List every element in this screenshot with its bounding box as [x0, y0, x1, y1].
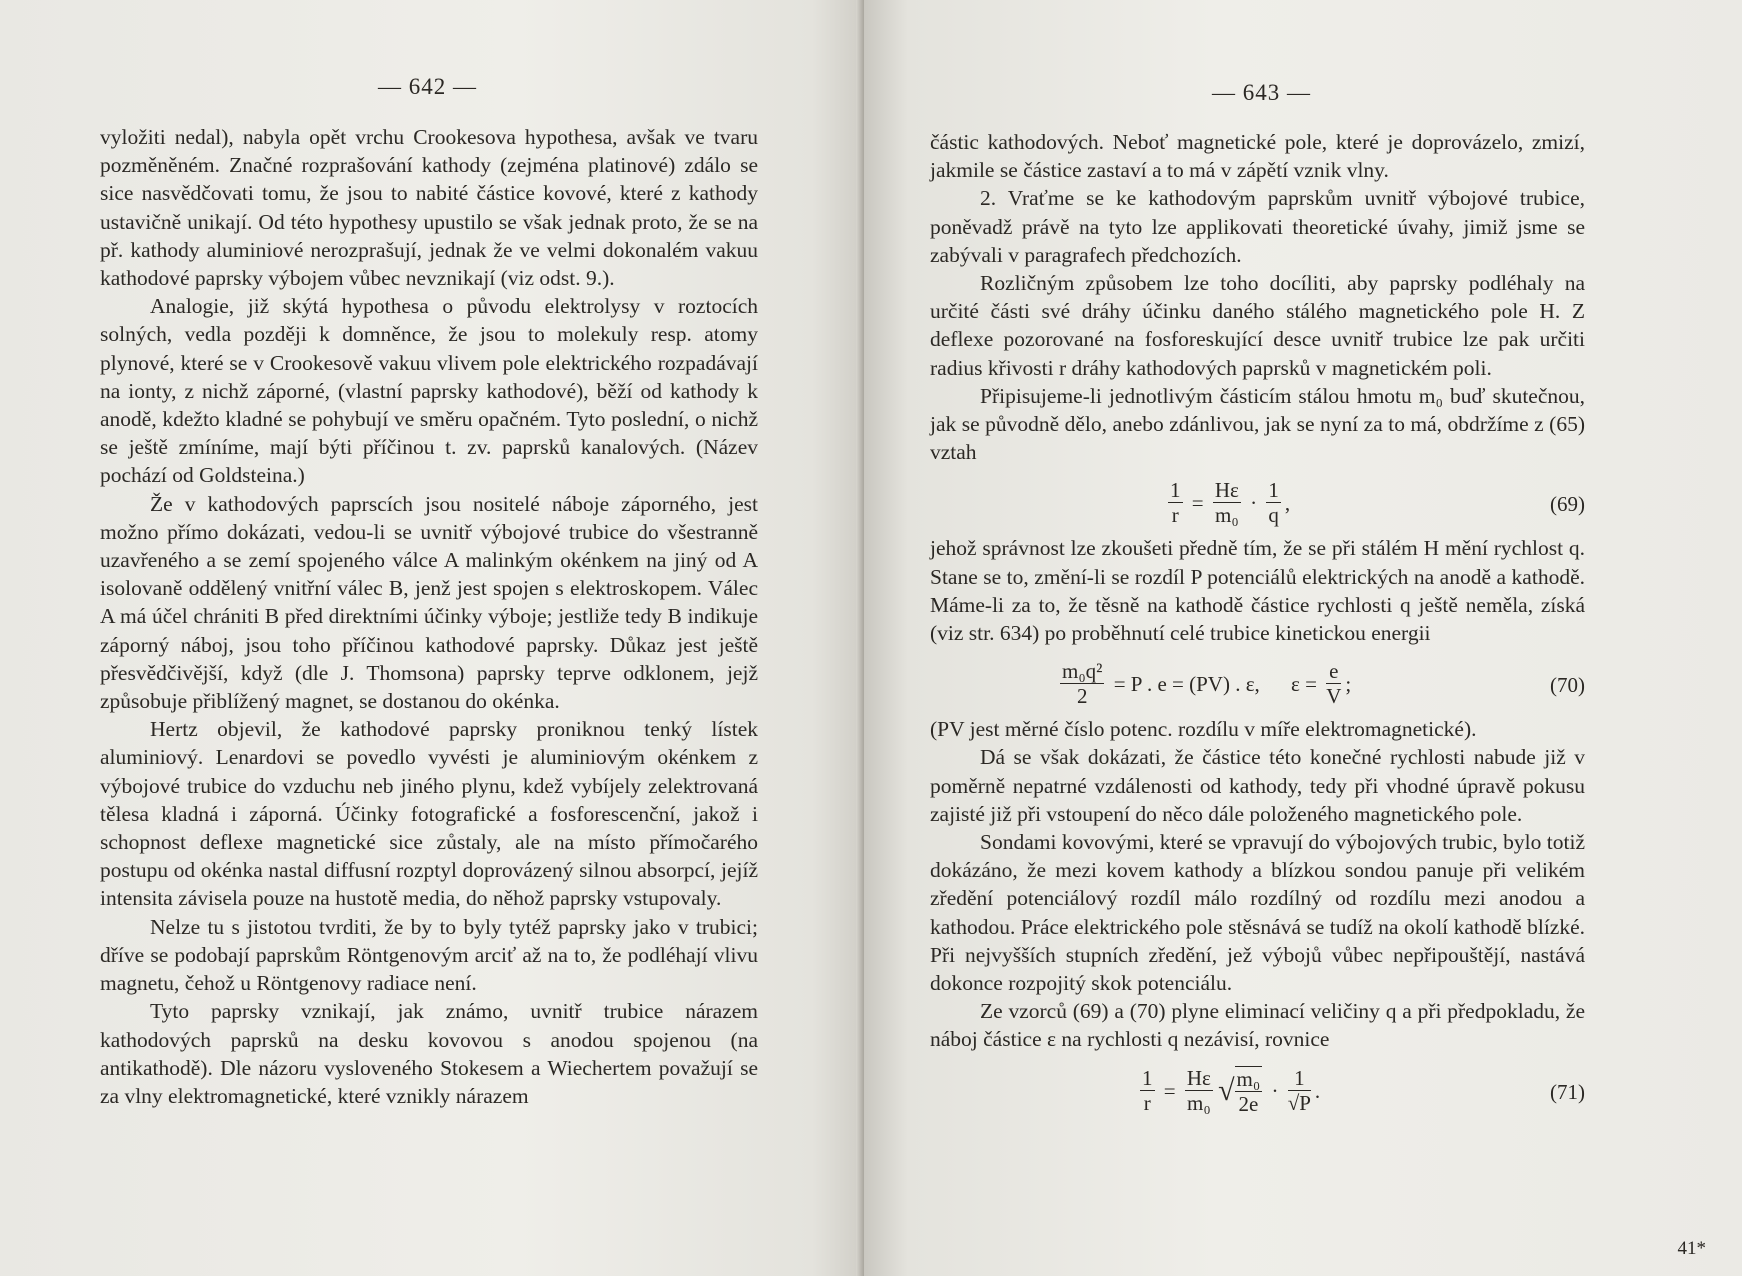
paragraph: Že v kathodových paprscích jsou nositelé náboje záporného, jest možno přímo dokázati, vedou-li se uvnitř výbojové trubice do všestranně uzavřeného a se zemí spojeného válce A malinkým okénkem na jiný od A isolovaně oddělený vnitřní válec B, jenž jest spojen s elektroskopem. Válec A má účel chrániti B před direktními účinky výboje; jestliže tedy B indikuje záporný náboj, jsou toho příčinou kathodové paprsky. Důkaz jest ještě přesvědčivější, když (dle J. Thomsona) paprsky teprve odklonem, jejž způsobuje přiblížený magnet, se dostanou do okénka.: [100, 491, 758, 714]
equation-70: $\frac{\text{m₀q²}}{2}$ = P . e = (PV) . ε, ε = $\frac{e}{V}$ ; (70): [1062, 659, 1585, 709]
right-page: [864, 0, 1742, 1276]
signature-mark: 41*: [1677, 1238, 1706, 1259]
paragraph: vyložiti nedal), nabyla opět vrchu Crookesova hypothesa, avšak ve tvaru pozměněném. Značné rozprašování kathody (zejména platinové) zdálo se sice nasvědčovati tomu, že jsou to nabité částice kovové, které z kathody ustavičně unikají. Od této hypothesy upustilo se však jednak proto, že se na př. kathody aluminiové nerozprašují, jednak že ve velmi dokonalém vakuu kathodové paprsky výbojem vůbec nevznikají (viz odst. 9.).: [100, 125, 758, 291]
right-body-text: [930, 128, 1585, 1132]
paragraph: Hertz objevil, že kathodové paprsky proniknou tenký lístek aluminiový. Lenardovi se povedlo vyvésti je aluminiovým okénkem z výbojové trubice do vzduchu neb jiného plynu, kdež vybíjely zelektrovaná tělesa kladná i záporná. Účinky fotografické a fosforescenční, jakož i schopnost deflexe magnetické sice zůstaly, ale na místo přímočarého postupu od okénka nastal diffusní rozptyl doprovázený silnou absorpcí, jejíž intensita závisela pouze na hustotě media, do něhož paprsky vstupovaly.: [100, 717, 758, 911]
paragraph: Připisujeme-li jednotlivým částicím stálou hmotu m₀ buď skutečnou, jak se původně dělo, anebo zdánlivou, jak se nyní za to má, obdržíme z (65) vztah: [930, 383, 1585, 465]
paragraph: 2. Vraťme se ke kathodovým paprskům uvnitř výbojové trubice, poněvadž právě na tyto lze applikovati theoretické úvahy, jimiž jsme se zabývali v paragrafech předchozích.: [930, 186, 1585, 267]
paragraph: (PV jest měrné číslo potenc. rozdílu v míře elektromagnetické).: [930, 717, 1477, 742]
equation-69: $\frac{1}{r}$ = $\frac{H\varepsilon}{\text{m₀}}$ · $\frac{1}{q}$ , (69): [1170, 478, 1585, 528]
equation-71: $\frac{1}{r}$ = $\frac{H\varepsilon}{\text{m₀}}$ √ $\frac{\text{m₀}}{2e}$ · $\frac{1}{√P}$ . (71): [1142, 1066, 1585, 1116]
page-number: — 643 —: [1212, 80, 1311, 105]
equation-number: (70): [1550, 673, 1585, 698]
page-number: — 642 —: [378, 74, 477, 99]
paragraph: Dá se však dokázati, že částice této konečné rychlosti nabude již v poměrně nepatrné vzdálenosti od kathody, tedy při vhodné úpravě pokusu zajisté již při vstoupení do něco dále položeného magnetického pole.: [930, 745, 1585, 826]
paragraph: jehož správnost lze zkoušeti předně tím, že se při stálém H mění rychlost q. Stane se to, změní-li se rozdíl P potenciálů elektrických na anodě a kathodě. Máme-li za to, že těsně na kathodě částice rychlosti q ještě neměla, získá (viz str. 634) po proběhnutí celé trubice kinetickou energii: [930, 536, 1585, 646]
paragraph: částic kathodových. Neboť magnetické pole, které je doprovázelo, zmizí, jakmile se částice zastaví a to má v zápětí vznik vlny.: [930, 130, 1585, 183]
paragraph: Rozličným způsobem lze toho docíliti, aby paprsky podléhaly na určité části své dráhy účinku daného stálého magnetického pole H. Z deflexe pozorované na fosforeskující desce uvnitř trubice lze pak určiti radius křivosti r dráhy kathodových paprsků v magnetickém poli.: [930, 271, 1585, 380]
paragraph: Nelze tu s jistotou tvrditi, že by to byly tytéž paprsky jako v trubici; dříve se podobají paprskům Röntgenovým arciť až na to, že podléhají vlivu magnetu, čehož u Röntgenovy radiace není.: [100, 914, 758, 996]
equation-number: (71): [1550, 1079, 1585, 1104]
left-page: [0, 0, 864, 1276]
paragraph: Analogie, již skýtá hypothesa o původu elektrolysy v roztocích solných, vedla později k domněnce, že jsou to molekuly resp. atomy plynové, které se v Crookesově vakuu vlivem pole elektrického rozpadávají na ionty, z nichž záporné, (vlastní paprsky kathodové), běží od kathody k anodě, kdežto kladné se pohybují ve směru opačném. Tyto poslední, o nichž se ještě zmíníme, mají býti příčinou t. zv. paprsků kanalových. (Název pochází od Goldsteina.): [100, 294, 758, 488]
equation-number: (69): [1550, 492, 1585, 517]
paragraph: Sondami kovovými, které se vpravují do výbojových trubic, bylo totiž dokázáno, že mezi kovem kathody a blízkou sondou panuje při velikém zředění potenciálový rozdíl málo rozdílný od rozdílu mezi anodou a kathodou. Práce elektrického pole stěsnává se tudíž na okolí kathodě blízké. Při nejvyšších stupních zředění, jež výbojů vůbec nepřipouštějí, nastává dokonce rozpojitý skok potenciálu.: [930, 830, 1585, 996]
paragraph: Ze vzorců (69) a (70) plyne eliminací veličiny q a při předpokladu, že náboj částice ε na rychlosti q nezávisí, rovnice: [930, 999, 1585, 1052]
left-body-text: [100, 123, 758, 1110]
paragraph: Tyto paprsky vznikají, jak známo, uvnitř trubice nárazem kathodových paprsků na desku kovovou s anodou spojenou (na antikathodě). Dle názoru vysloveného Stokesem a Wiechertem považují se za vlny elektromagnetické, které vznikly nárazem: [100, 999, 758, 1108]
